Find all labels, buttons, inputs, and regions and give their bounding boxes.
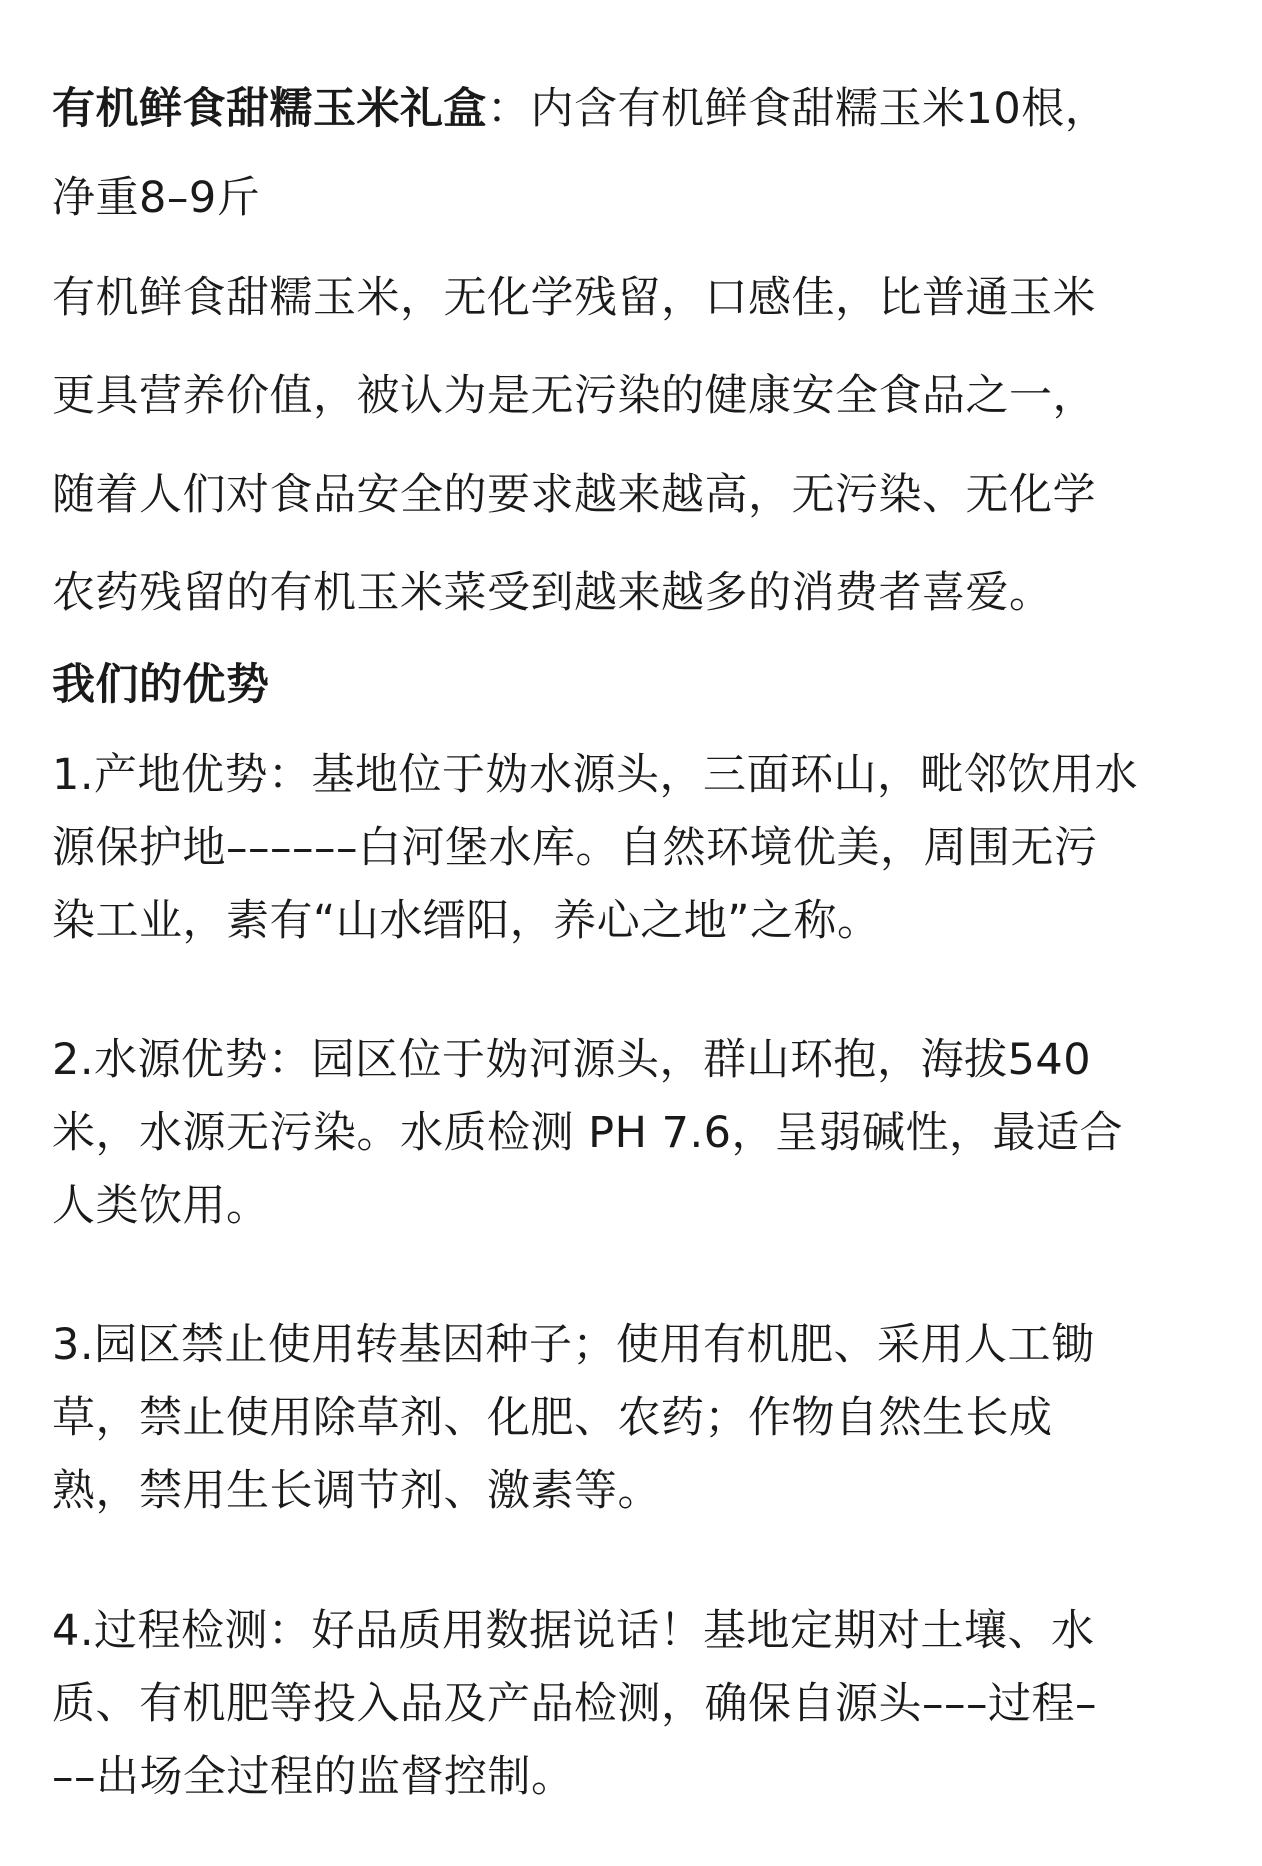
description-line: 更具营养价值，被认为是无污染的健康安全食品之一， xyxy=(52,371,1096,421)
advantage-item-2-line: 2.水源优势：园区位于妫河源头，群山环抱，海拔540 xyxy=(52,1035,1092,1085)
advantage-item-4-line: 质、有机肥等投入品及产品检测，确保自源头–––过程– xyxy=(52,1679,1097,1729)
advantage-item-1-line: 染工业，素有“山水缙阳，养心之地”之称。 xyxy=(52,896,881,946)
advantage-item-4-line: 4.过程检测：好品质用数据说话！基地定期对土壤、水 xyxy=(52,1606,1095,1656)
advantage-item-3-line: 熟，禁用生长调节剂、激素等。 xyxy=(52,1466,661,1516)
advantage-item-2-line: 人类饮用。 xyxy=(52,1181,270,1231)
advantage-item-3-line: 草，禁止使用除草剂、化肥、农药；作物自然生长成 xyxy=(52,1393,1053,1443)
advantage-item-4-line: ––出场全过程的监督控制。 xyxy=(52,1752,575,1802)
advantage-item-1-line: 1.产地优势：基地位于妫水源头，三面环山，毗邻饮用水 xyxy=(52,750,1139,800)
product-intro-text: ：内含有机鲜食甜糯玉米10根， xyxy=(487,84,1109,134)
product-title: 有机鲜食甜糯玉米礼盒 xyxy=(52,84,487,134)
description-line: 农药残留的有机玉米菜受到越来越多的消费者喜爱。 xyxy=(52,568,1053,618)
product-intro-line-2: 净重8–9斤 xyxy=(52,173,261,223)
advantage-item-3-line: 3.园区禁止使用转基因种子；使用有机肥、采用人工锄 xyxy=(52,1320,1095,1370)
description-line: 有机鲜食甜糯玉米，无化学残留，口感佳，比普通玉米 xyxy=(52,273,1096,323)
advantage-item-1-line: 源保护地––––––白河堡水库。自然环境优美，周围无污 xyxy=(52,823,1098,873)
product-intro-line-1 xyxy=(52,79,1108,139)
description-line: 随着人们对食品安全的要求越来越高，无污染、无化学 xyxy=(52,470,1096,520)
advantage-item-2-line: 米，水源无污染。水质检测 PH 7.6，呈弱碱性，最适合 xyxy=(52,1108,1123,1158)
advantages-heading: 我们的优势 xyxy=(52,660,270,710)
